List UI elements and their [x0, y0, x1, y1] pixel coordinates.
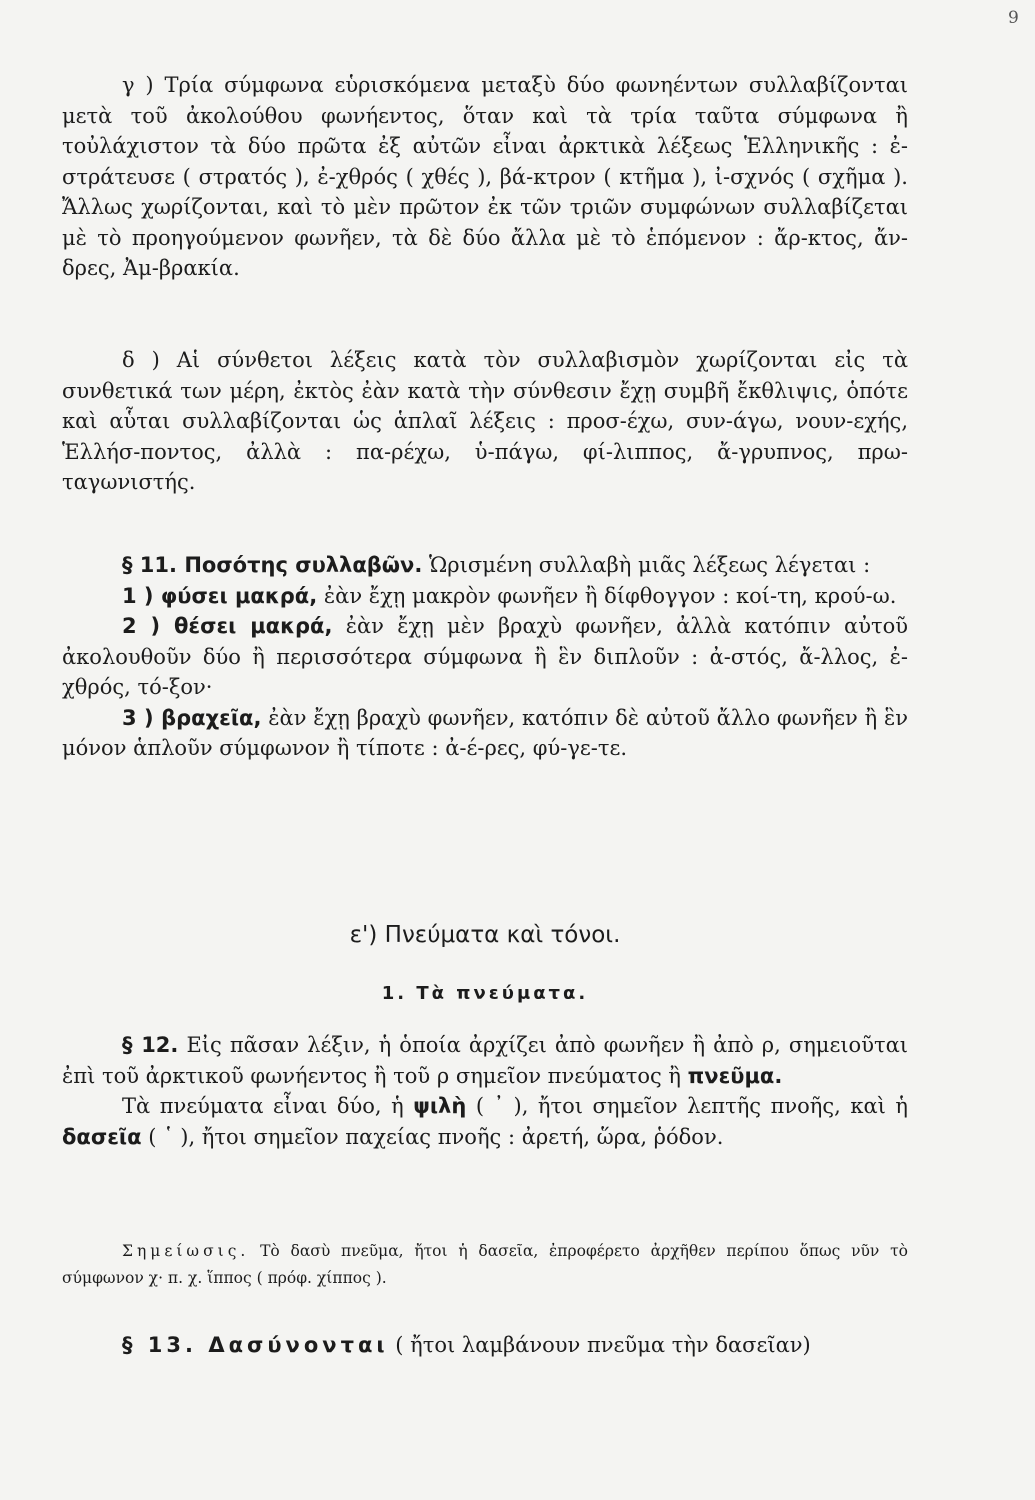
list-item-1 — [62, 581, 908, 612]
section-12-text-a: Τὰ πνεύματα εἶναι δύο, ἡ — [122, 1094, 404, 1118]
term-daseia: δασεῖα — [62, 1124, 142, 1149]
section-heading: ε') Πνεύματα καὶ τόνοι. — [349, 922, 621, 948]
section-13-label: § 13. Δασύνονται — [122, 1333, 389, 1357]
term-psili: ψιλὴ — [413, 1094, 467, 1118]
list-item-2 — [62, 611, 908, 703]
section-12-text: Εἰς πᾶσαν λέξιν, ἡ ὁποία ἀρχίζει ἀπὸ φωνῆεν ἢ ἀπὸ ρ, σημειοῦται ἐπὶ τοῦ ἀρκτικοῦ φωνήεντος ἢ τοῦ ρ σημεῖον πνεύματος ἢ — [62, 1033, 908, 1088]
subheading: 1. Τὰ πνεύματα. — [381, 983, 589, 1004]
note — [62, 1238, 908, 1292]
section-13-text: ( ἤτοι λαμβάνουν πνεῦμα τὴν δασεῖαν) — [395, 1333, 811, 1357]
note-label: Σημείωσις. — [122, 1242, 250, 1260]
section-11-intro: Ὡρισμένη συλλαβὴ μιᾶς λέξεως λέγεται : — [429, 553, 871, 577]
list-item-1-text: ἐὰν ἔχῃ μακρὸν φωνῆεν ἢ δίφθογγον : κοί-τη, κρού-ω. — [323, 583, 897, 608]
list-item-3 — [62, 703, 908, 764]
section-12-paragraph — [62, 1030, 908, 1091]
section-11 — [62, 550, 908, 764]
note-text: Τὸ δασὺ πνεῦμα, ἤτοι ἡ δασεῖα, ἐπροφέρετο ἀρχῆθεν περίπου ὅπως νῦν τὸ σύμφωνον χ· π. χ. ἵππος ( πρόφ. χίππος ). — [62, 1242, 908, 1287]
section-11-label: § 11. Ποσότης συλλαβῶν. — [122, 553, 423, 577]
paragraph-gamma: γ ) Τρία σύμφωνα εὑρισκόμενα μεταξὺ δύο φωνηέντων συλλαβίζονται μετὰ τοῦ ἀκολούθου φωνήεντος, ὅταν καὶ τὰ τρία ταῦτα σύμφωνα ἢ τοὐλάχιστον τὰ δύο πρῶτα ἐξ αὐτῶν εἶναι ἀρκτικὰ λέξεως Ἑλληνικῆς : ἐ-στράτευσε ( στρατός ), ἐ-χθρός ( χθές ), βά-κτρον ( κτῆμα ), ἰ-σχνός ( σχῆμα ). Ἄλλως χωρίζονται, καὶ τὸ μὲν πρῶτον ἐκ τῶν τριῶν συμφώνων συλλαβίζεται μὲ τὸ προηγούμενον φωνῆεν, τὰ δὲ δύο ἄλλα μὲ τὸ ἑπόμενον : ἄρ-κτος, ἄν-δρες, Ἀμ-βρακία. — [62, 73, 908, 280]
term-thesei-makra: 2 ) θέσει μακρά, — [122, 614, 333, 638]
section-12-text-b: ( ᾿ ), ἤτοι σημεῖον λεπτῆς πνοῆς, καὶ ἡ — [475, 1094, 908, 1118]
page-number: 9 — [1008, 8, 1019, 28]
section-12-label: § 12. — [122, 1033, 179, 1057]
term-pneuma: πνεῦμα. — [687, 1063, 783, 1088]
term-bracheia: 3 ) βραχεῖα, — [122, 705, 262, 730]
section-11-intro-line — [62, 550, 908, 581]
term-physei-makra: 1 ) φύσει μακρά, — [122, 583, 318, 608]
section-13 — [62, 1330, 908, 1361]
section-12-text-c: ( ῾ ), ἤτοι σημεῖον παχείας πνοῆς : ἀρετή, ὥρα, ῥόδον. — [148, 1124, 724, 1149]
section-12-paragraph-2 — [62, 1091, 908, 1152]
list-item-2-text: ἐὰν ἔχῃ μὲν βραχὺ φωνῆεν, ἀλλὰ κατόπιν αὐτοῦ ἀκολουθοῦν δύο ἢ περισσότερα σύμφωνα ἢ ἓν διπλοῦν : ἀ-στός, ἄ-λλος, ἐ-χθρός, τό-ξον· — [62, 614, 908, 699]
list-item-3-text: ἐὰν ἔχῃ βραχὺ φωνῆεν, κατόπιν δὲ αὐτοῦ ἄλλο φωνῆεν ἢ ἓν μόνον ἁπλοῦν σύμφωνον ἢ τίποτε : ἀ-έ-ρες, φύ-γε-τε. — [62, 705, 908, 760]
section-12 — [62, 1030, 908, 1152]
paragraph-delta: δ ) Αἱ σύνθετοι λέξεις κατὰ τὸν συλλαβισμὸν χωρίζονται εἰς τὰ συνθετικά των μέρη, ἐκτὸς ἐὰν κατὰ τὴν σύνθεσιν ἔχῃ συμβῆ ἔκθλιψις, ὁπότε καὶ αὗται συλλαβίζονται ὡς ἁπλαῖ λέξεις : προσ-έχω, συν-άγω, νουν-εχής, Ἑλλήσ-ποντος, ἀλλὰ : πα-ρέχω, ὑ-πάγω, φί-λιππος, ἄ-γρυπνος, πρω-ταγωνιστής. — [62, 348, 908, 494]
